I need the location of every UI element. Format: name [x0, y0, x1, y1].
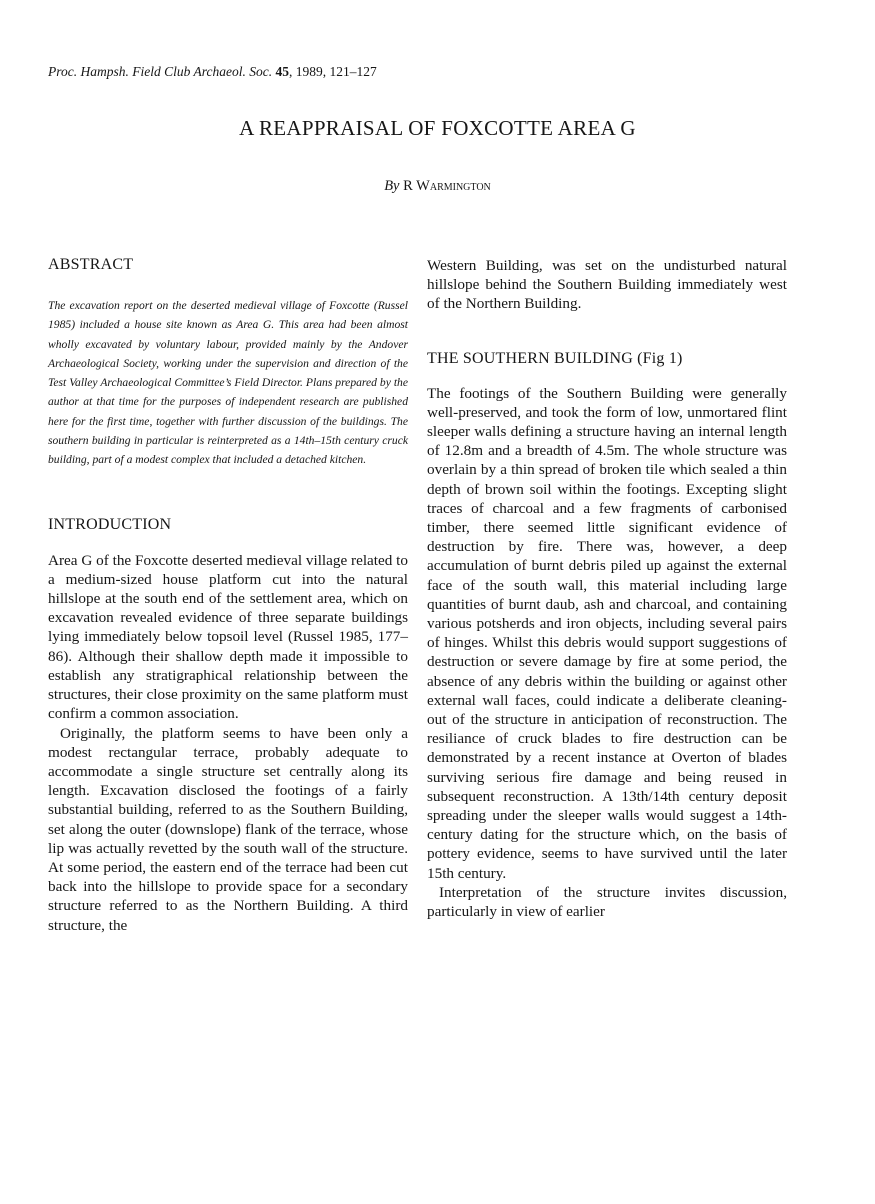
article-title: A REAPPRAISAL OF FOXCOTTE AREA G [239, 116, 636, 140]
author-name: R Warmington [403, 178, 491, 194]
journal-year-pages: , 1989, 121–127 [288, 64, 377, 79]
introduction-paragraph-1: Area G of the Foxcotte deserted medieval village related to a medium-sized house platform cut into the natural hillslope at the south end of the settlement area, which on excavation revealed evidence of three separate buildings lying immediately below topsoil level (Russel 1985, 177–86). Although their shallow depth made it impossible to establish any stratigraphical relationship between the structures, their close proximity on the same platform must confirm a common association. [48, 551, 408, 723]
introduction-heading: INTRODUCTION [48, 515, 172, 533]
introduction-paragraph-2: Originally, the platform seems to have been only a modest rectangular terrace, probably adequate to accommodate a single structure set centrally along its length. Excavation disclosed the footings of a fairly substantial building, referred to as the Southern Building, set along the outer (downslope) flank of the terrace, whose lip was actually revetted by the south wall of the structure. At some period, the eastern end of the terrace had been cut back into the hillslope to provide space for a secondary structure referred to as the Northern Building. A third structure, the [48, 724, 408, 934]
abstract-heading: ABSTRACT [48, 256, 134, 273]
byline [0, 178, 875, 195]
byline-by: By [384, 178, 400, 194]
continuation-paragraph: Western Building, was set on the undisturbed natural hillslope behind the Southern Building immediately west of the Northern Building. [427, 257, 787, 313]
southern-building-paragraph-2: Interpretation of the structure invites discussion, particularly in view of earlier [427, 883, 787, 921]
southern-building-heading: THE SOUTHERN BUILDING (Fig 1) [427, 349, 683, 367]
southern-building-paragraph-1: The footings of the Southern Building were generally well-preserved, and took the form of low, unmortared flint sleeper walls defining a structure having an internal length of 12.8m and a breadth of 4.5m. The whole structure was overlain by a thin spread of broken tile which sealed a thin depth of brown soil within the footings. Excepting slight traces of charcoal and a few fragments of carbonised timber, there seemed little significant evidence of destruction by fire. There was, however, a deep accumulation of burnt debris piled up against the external face of the south wall, this material including large quantities of burnt daub, ash and charcoal, and containing various potsherds and iron objects, including several pairs of hinges. Whilst this debris would support suggestions of destruction or severe damage by fire at some period, the absence of any debris within the building or against other external wall faces, could indicate a deliberate cleaning-out of the structure in anticipation of reconstruction. The resiliance of cruck blades to fire destruction can be demonstrated by a recent instance at Overton of blades surviving serious fire damage and being reused in subsequent reconstruction. A 13th/14th century deposit spreading under the sleeper walls would suggest a 14th-century dating for the structure which, on the basis of pottery evidence, seems to have survived until the later 15th century. [427, 384, 787, 882]
right-column [427, 256, 787, 921]
journal-name: Proc. Hampsh. Field Club Archaeol. Soc. [48, 64, 273, 79]
left-column [48, 256, 408, 935]
journal-volume: 45 [275, 64, 289, 79]
journal-citation [48, 64, 377, 80]
abstract-text: The excavation report on the deserted medieval village of Foxcotte (Russel 1985) included a house site known as Area G. This area had been almost wholly excavated by voluntary labour, provided mainly by the Andover Archaeological Society, working under the supervision and direction of the Test Valley Archaeological Committee’s Field Director. Plans prepared by the author at that time for the purposes of independent research are published here for the first time, together with further discussion of the buildings. The southern building in particular is reinterpreted as a 14th–15th century cruck building, part of a modest complex that included a detached kitchen. [48, 299, 408, 467]
